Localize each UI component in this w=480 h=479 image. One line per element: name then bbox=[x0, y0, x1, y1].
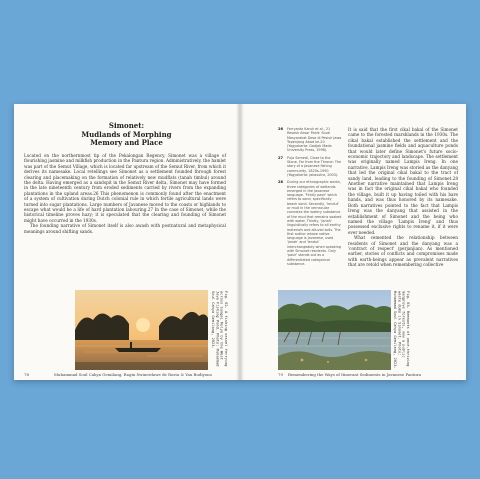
figure-caption-left: Fig. 02. A fishing vessel ferrying across Sungai Mulyo by the West Java Fishing Pond. Photo: Muhammad Soul Cahya Gemilang, 2023. bbox=[211, 291, 228, 367]
chapter-title: Simonet: Mudlands of Morphing Memory and Place bbox=[81, 121, 172, 147]
left-paragraph-1: Located on the northernmost tip of the Pekalongan Regency, Simonet was a village of flourishing jasmine and milkfish production in the Pantura region. Administratively, the hamlet was part of the Semut Village, which is located far upstream of the Semut River, from which it derives its namesake. Local retellings see Simonet as a settlement founded through forest clearing and placemaking on the formation of relatively new mudflats (tanah timbul) around the delta. Having emerged as a sandspit in the Semut River delta, Simonet may have formed in the late nineteenth century from eroded sediments carried by rivers from the expanding plantations in the upland areas.26 This phenomenon is commonly found after the enactment of a system of cultivation during Dutch colonial rule in which fertile agricultural lands were turned into sugar plantations. Large numbers of Javanese moved to the coasts or highlands to escape what would be a life of hard plantation labouring.27 In the case of Simonet, while the historical timeline proves hazy; it is speculated that the clearing and founding of Simonet might have occurred in the 1930s. bbox=[24, 153, 226, 223]
left-page bbox=[14, 104, 239, 380]
sunset-river-illustration bbox=[75, 290, 208, 370]
figure-caption-right: Fig. 03. Remnants of once-thriving mangrove forests, now a public waste dump in Simonet. Photo: Muhammad Soul Cahya Gemilang, 2023. bbox=[393, 291, 410, 369]
page-number-right: 79 bbox=[278, 372, 283, 377]
mangrove-illustration bbox=[278, 290, 391, 370]
footnote-number: 26 bbox=[278, 127, 284, 131]
footnote-text: During our ethnographic works, three categories of wetlands emerged in the Javanese language. 'Firstly pasir' which refers to sand, specifically beach sand. Secondly, 'lendut' or mud in the vernacular connotes the watery substance of the mud that remains soaked with water. Thirdly, 'janah' linguistically refers to all earthy materials and alluvial soils. The first author whose native language is Javanese, used 'janah' and 'lendut' interchangeably when speaking with Simonet residents. Only 'pasir' stands out as a differentiated categorical substance. bbox=[287, 180, 342, 266]
footnote-number: 28 bbox=[278, 180, 284, 185]
footnote-number: 27 bbox=[278, 155, 284, 160]
running-footer-left: Muhammad Soul Cahya Gemilang, Ragin Swinerdawe de Rosta & Yan Budiyono bbox=[54, 372, 213, 377]
open-book bbox=[14, 104, 466, 380]
right-page bbox=[241, 104, 466, 380]
page-number-left: 78 bbox=[24, 372, 29, 377]
footnotes bbox=[278, 127, 342, 269]
right-paragraph-1: It is said that the first cikal bakal of the Simonet came to the forested marshlands in the 1930s. The cikal bakal established the settlement and the foundational jasmine fields and aquaculture ponds that would later define Simonet's future socio-economic trajectory and landscape. The settlement was originally named Lampis Ireng. In one narrative, Lampis Ireng was storied as the danyang that led the original cikal bakal to the tract of sandy land, leading to the founding of Simonet.28 Another narrative maintained that Lampis Ireng was in fact the original cikal bakal who founded the village, built it up having toiled with his bare hands, and was thus honored by its namesake. Both narratives pointed to the fact that Lampis Ireng was the danyang that assisted in the establishment of Simonet and the being who named the village 'Lampis Ireng' and thus possessed exclusive rights to rename it, if it were ever needed. bbox=[348, 127, 458, 235]
right-body-text bbox=[348, 127, 458, 268]
footnote-text: Ferryanto Karuk et al., 21 Resesh Aksar Pahit: Studi Masyarakat Desa di Pesisir Jawa Tepenjang Abad ke-20 (Yogyakarta: Gadjah Mada University Press, 1996). bbox=[287, 127, 342, 153]
footnote bbox=[278, 156, 342, 177]
footnote bbox=[278, 180, 342, 266]
running-footer-right: Remembering the Ways of Itinerant Sediments in Javanese Pantura bbox=[288, 372, 421, 377]
right-paragraph-2: What cemented the relationship between residents of Simonet and the danyang was a 'contract of respect' (perjanjian). As mentioned earlier, stories of conflicts and compromises made with earth-beings appear as prevalent narratives that are retold when remembering collective bbox=[348, 235, 458, 268]
footnote-text: Puja Semedi, Close to the Stone, Far from the Throne: The story of a Javanese fishing community, 1820s-1990 (Yogyakarta: Jakasutra, 2003). bbox=[287, 155, 342, 177]
mangrove-waste-photo bbox=[278, 290, 391, 370]
footnote bbox=[278, 127, 342, 153]
left-paragraph-2: The founding narrative of Simonet itself is also awash with postnatural and metaphysical meanings around shifting sands. bbox=[24, 223, 226, 234]
left-body-text bbox=[24, 153, 226, 234]
sunset-river-photo bbox=[75, 290, 208, 370]
